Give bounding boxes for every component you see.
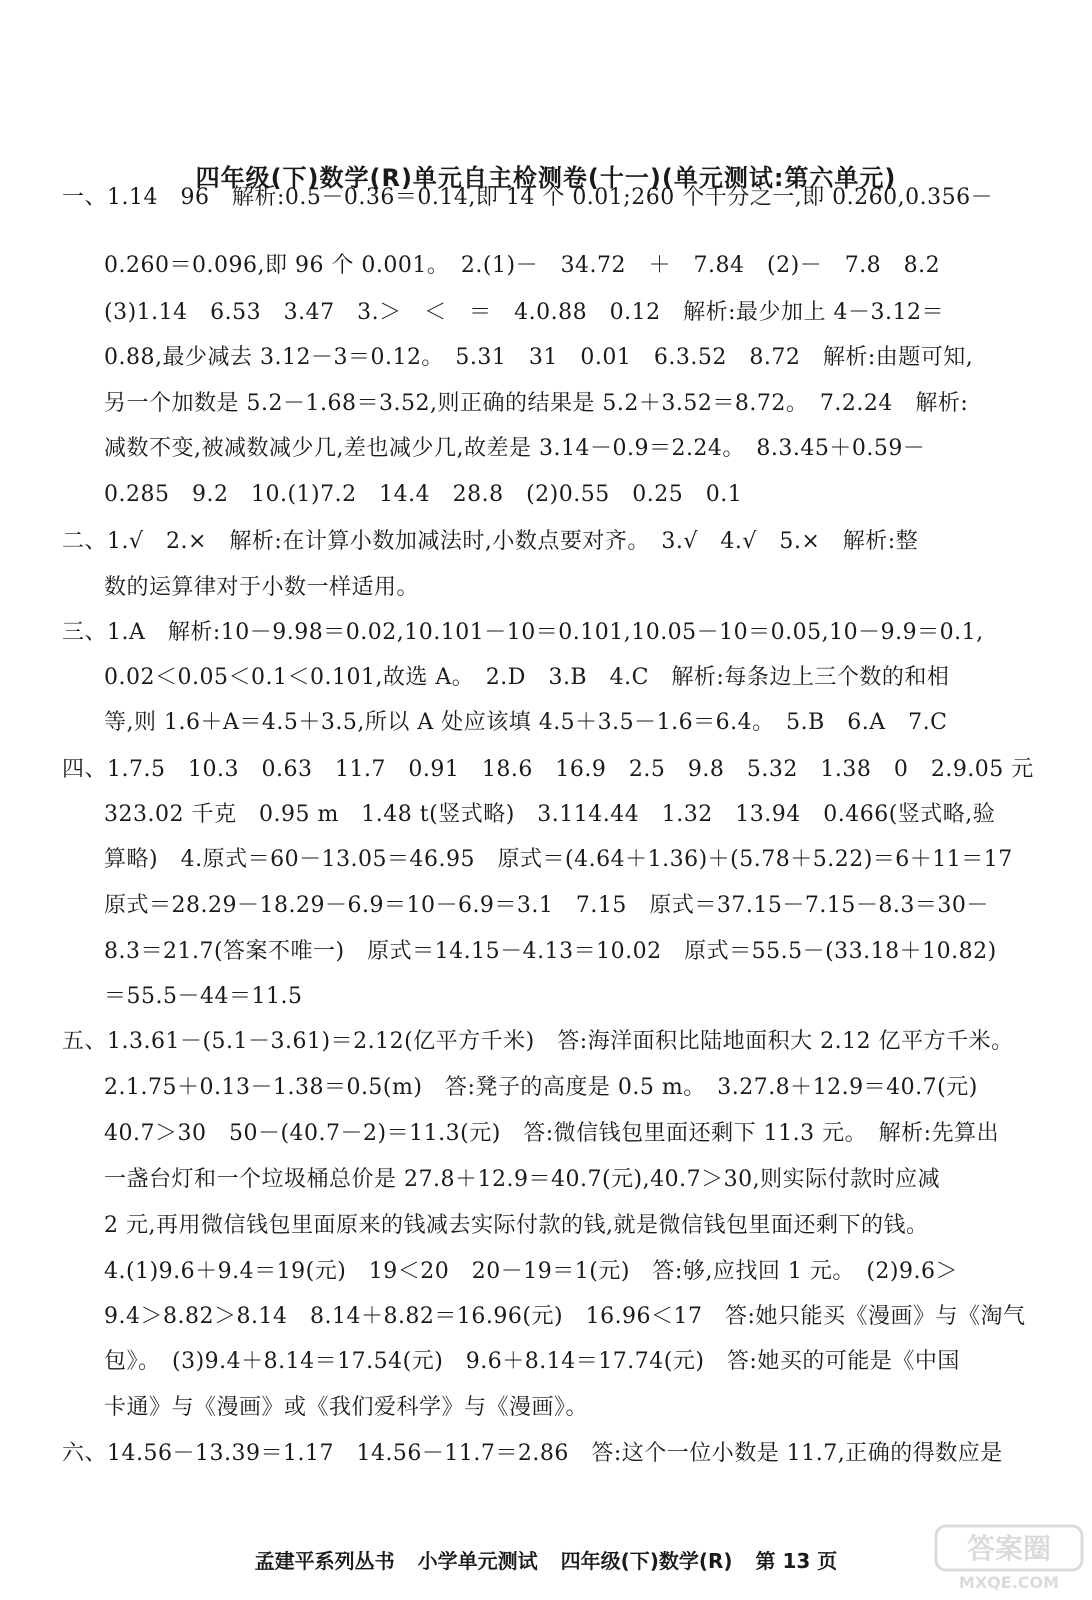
answer-line: 一盏台灯和一个垃圾桶总价是 27.8＋12.9＝40.7(元),40.7＞30,则实际付款时应减 bbox=[104, 1167, 941, 1192]
page-footer bbox=[0, 1545, 1092, 1574]
footer-series: 孟建平系列丛书 bbox=[254, 1549, 395, 1573]
answer-line: 8.3＝21.7(答案不唯一) 原式＝14.15－4.13＝10.02 原式＝55.5－(33.18＋10.82) bbox=[104, 939, 997, 964]
answer-line: 数的运算律对于小数一样适用。 bbox=[104, 575, 420, 600]
footer-page-number: 第 13 页 bbox=[755, 1549, 838, 1573]
answer-line: (3)1.14 6.53 3.47 3.＞ ＜ ＝ 4.0.88 0.12 解析:最少加上 4－3.12＝ bbox=[104, 300, 944, 325]
watermark-logo bbox=[934, 1524, 1084, 1594]
answer-line: 2 元,再用微信钱包里面原来的钱减去实际付款的钱,就是微信钱包里面还剩下的钱。 bbox=[104, 1213, 929, 1238]
answer-line: 0.285 9.2 10.(1)7.2 14.4 28.8 (2)0.55 0.25 0.1 bbox=[104, 482, 743, 507]
footer-grade: 四年级(下)数学(R) bbox=[560, 1549, 733, 1573]
answer-line: 卡通》与《漫画》或《我们爱科学》与《漫画》。 bbox=[104, 1395, 589, 1420]
answer-line: 0.88,最少减去 3.12－3＝0.12。 5.31 31 0.01 6.3.52 8.72 解析:由题可知, bbox=[104, 345, 974, 370]
answer-line: 包》。 (3)9.4＋8.14＝17.54(元) 9.6＋8.14＝17.74(元) 答:她买的可能是《中国 bbox=[104, 1349, 960, 1374]
answer-line: ＝55.5－44＝11.5 bbox=[104, 984, 303, 1009]
answer-line: 0.02＜0.05＜0.1＜0.101,故选 A。 2.D 3.B 4.C 解析:每条边上三个数的和相 bbox=[104, 665, 950, 690]
answer-line: 减数不变,被减数减少几,差也减少几,故差是 3.14－0.9＝2.24。 8.3.45＋0.59－ bbox=[104, 436, 926, 461]
answer-line: 五、1.3.61－(5.1－3.61)＝2.12(亿平方千米) 答:海洋面积比陆地面积大 2.12 亿平方千米。 bbox=[62, 1029, 1014, 1054]
answer-line: 9.4＞8.82＞8.14 8.14＋8.82＝16.96(元) 16.96＜17 答:她只能买《漫画》与《淘气 bbox=[104, 1304, 1026, 1329]
answer-line: 4.(1)9.6＋9.4＝19(元) 19＜20 20－19＝1(元) 答:够,应找回 1 元。 (2)9.6＞ bbox=[104, 1259, 958, 1284]
answer-line: 四、1.7.5 10.3 0.63 11.7 0.91 18.6 16.9 2.5 9.8 5.32 1.38 0 2.9.05 元 bbox=[62, 757, 1034, 782]
answer-line: 323.02 千克 0.95 m 1.48 t(竖式略) 3.114.44 1.32 13.94 0.466(竖式略,验 bbox=[104, 802, 996, 827]
answer-line: 二、1.√ 2.× 解析:在计算小数加减法时,小数点要对齐。 3.√ 4.√ 5.× 解析:整 bbox=[62, 529, 919, 554]
answer-line: 另一个加数是 5.2－1.68＝3.52,则正确的结果是 5.2＋3.52＝8.72。 7.2.24 解析: bbox=[104, 391, 969, 416]
answer-line: 原式＝28.29－18.29－6.9＝10－6.9＝3.1 7.15 原式＝37.15－7.15－8.3＝30－ bbox=[104, 893, 989, 918]
answer-line: 一、1.14 96 解析:0.5－0.36＝0.14,即 14 个 0.01;260 个千分之一,即 0.260,0.356－ bbox=[62, 185, 994, 210]
watermark-text: 答案圈 bbox=[966, 1532, 1052, 1565]
answer-line: 六、14.56－13.39＝1.17 14.56－11.7＝2.86 答:这个一位小数是 11.7,正确的得数应是 bbox=[62, 1441, 1003, 1466]
footer-book: 小学单元测试 bbox=[417, 1549, 538, 1573]
answer-line: 2.1.75＋0.13－1.38＝0.5(m) 答:凳子的高度是 0.5 m。 3.27.8＋12.9＝40.7(元) bbox=[104, 1075, 978, 1100]
answer-line: 等,则 1.6＋A＝4.5＋3.5,所以 A 处应该填 4.5＋3.5－1.6＝6.4。 5.B 6.A 7.C bbox=[104, 710, 948, 735]
answer-line: 40.7＞30 50－(40.7－2)＝11.3(元) 答:微信钱包里面还剩下 11.3 元。 解析:先算出 bbox=[104, 1121, 1000, 1146]
watermark-graphic bbox=[934, 1524, 1084, 1594]
page-title: 四年级(下)数学(R)单元自主检测卷(十一)(单元测试:第六单元) bbox=[195, 164, 897, 192]
answer-line: 算略) 4.原式＝60－13.05＝46.95 原式＝(4.64＋1.36)＋(5.78＋5.22)＝6＋11＝17 bbox=[104, 847, 1013, 872]
answer-line: 0.260＝0.096,即 96 个 0.001。 2.(1)－ 34.72 ＋ 7.84 (2)－ 7.8 8.2 bbox=[104, 253, 941, 278]
answer-line: 三、1.A 解析:10－9.98＝0.02,10.101－10＝0.101,10.05－10＝0.05,10－9.9＝0.1, bbox=[62, 620, 984, 645]
watermark-url: MXQE.COM bbox=[958, 1573, 1060, 1592]
